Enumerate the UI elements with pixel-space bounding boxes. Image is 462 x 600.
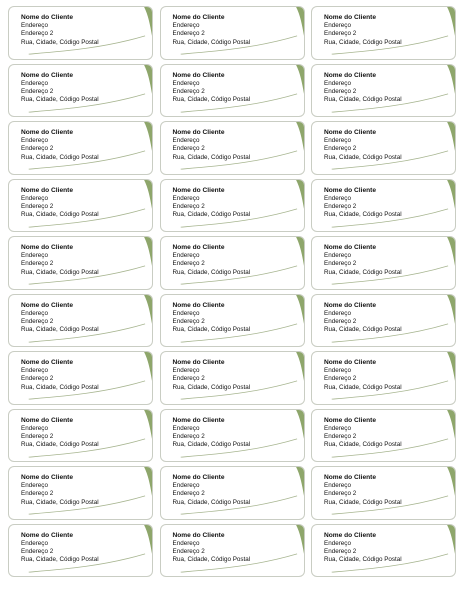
address-line-1: Endereço (324, 309, 351, 317)
address-line-1: Endereço (21, 482, 48, 490)
address-block (173, 244, 251, 277)
address-line-1: Endereço (172, 424, 200, 432)
city-postal-line: Rua, Cidade, Código Postal (172, 211, 251, 219)
address-label[interactable] (8, 236, 153, 290)
address-block (21, 14, 99, 47)
address-line-2: Endereço 2 (21, 30, 54, 38)
address-line-2: Endereço 2 (324, 490, 357, 498)
address-block (21, 417, 99, 450)
city-postal-line: Rua, Cidade, Código Postal (324, 556, 402, 564)
address-label[interactable] (160, 121, 305, 175)
city-postal-line: Rua, Cidade, Código Postal (21, 268, 99, 276)
address-label[interactable] (160, 294, 305, 348)
customer-name: Nome do Cliente (172, 71, 225, 79)
address-block (324, 14, 402, 47)
customer-name: Nome do Cliente (21, 71, 74, 79)
address-line-1: Endereço (324, 252, 351, 260)
address-label[interactable] (8, 179, 153, 233)
city-postal-line: Rua, Cidade, Código Postal (21, 383, 99, 391)
address-block (173, 474, 251, 507)
address-line-2: Endereço 2 (21, 432, 54, 440)
address-line-2: Endereço 2 (324, 202, 357, 210)
address-block (173, 532, 251, 565)
address-line-2: Endereço 2 (21, 547, 54, 555)
address-label[interactable] (160, 351, 305, 405)
customer-name: Nome do Cliente (21, 359, 74, 366)
customer-name: Nome do Cliente (21, 531, 74, 539)
city-postal-line: Rua, Cidade, Código Postal (172, 268, 251, 276)
city-postal-line: Rua, Cidade, Código Postal (21, 441, 99, 449)
address-line-1: Endereço (172, 194, 200, 202)
address-block (21, 302, 99, 335)
customer-name: Nome do Cliente (324, 531, 377, 539)
address-block (173, 72, 251, 105)
customer-name: Nome do Cliente (172, 244, 225, 251)
address-label[interactable] (8, 64, 153, 118)
customer-name: Nome do Cliente (172, 14, 225, 21)
customer-name: Nome do Cliente (172, 186, 225, 194)
address-block (21, 187, 99, 220)
address-line-2: Endereço 2 (172, 202, 205, 210)
customer-name: Nome do Cliente (172, 416, 225, 424)
customer-name: Nome do Cliente (324, 359, 377, 366)
address-block (324, 129, 402, 162)
address-line-1: Endereço (172, 252, 200, 260)
customer-name: Nome do Cliente (324, 474, 377, 481)
customer-name: Nome do Cliente (21, 301, 74, 309)
city-postal-line: Rua, Cidade, Código Postal (324, 326, 402, 334)
address-line-2: Endereço 2 (172, 432, 205, 440)
address-line-2: Endereço 2 (324, 30, 357, 38)
city-postal-line: Rua, Cidade, Código Postal (172, 441, 251, 449)
city-postal-line: Rua, Cidade, Código Postal (21, 556, 99, 564)
address-label[interactable] (160, 64, 305, 118)
address-block (324, 359, 402, 392)
address-label[interactable] (160, 524, 305, 578)
address-line-2: Endereço 2 (21, 260, 54, 268)
city-postal-line: Rua, Cidade, Código Postal (324, 441, 402, 449)
address-block (21, 72, 99, 105)
address-block (324, 417, 402, 450)
city-postal-line: Rua, Cidade, Código Postal (324, 96, 402, 104)
address-line-1: Endereço (21, 137, 48, 145)
address-block (173, 14, 251, 47)
city-postal-line: Rua, Cidade, Código Postal (172, 383, 251, 391)
address-line-2: Endereço 2 (324, 260, 357, 268)
address-line-1: Endereço (324, 22, 351, 30)
address-label[interactable] (8, 466, 153, 520)
address-line-1: Endereço (324, 482, 351, 490)
city-postal-line: Rua, Cidade, Código Postal (172, 326, 251, 334)
city-postal-line: Rua, Cidade, Código Postal (324, 268, 402, 276)
city-postal-line: Rua, Cidade, Código Postal (172, 38, 251, 46)
address-label[interactable] (160, 409, 305, 463)
address-label[interactable] (311, 64, 456, 118)
customer-name: Nome do Cliente (21, 474, 74, 481)
address-line-2: Endereço 2 (324, 375, 357, 383)
city-postal-line: Rua, Cidade, Código Postal (324, 498, 402, 506)
address-line-1: Endereço (172, 539, 200, 547)
city-postal-line: Rua, Cidade, Código Postal (21, 326, 99, 334)
address-line-2: Endereço 2 (21, 317, 54, 325)
address-block (173, 302, 251, 335)
address-label[interactable] (160, 179, 305, 233)
address-label[interactable] (8, 294, 153, 348)
customer-name: Nome do Cliente (172, 531, 225, 539)
address-line-2: Endereço 2 (172, 490, 205, 498)
address-line-1: Endereço (172, 22, 200, 30)
city-postal-line: Rua, Cidade, Código Postal (172, 96, 251, 104)
address-line-1: Endereço (21, 309, 48, 317)
address-label[interactable] (311, 466, 456, 520)
address-line-1: Endereço (324, 194, 351, 202)
city-postal-line: Rua, Cidade, Código Postal (324, 153, 402, 161)
address-line-1: Endereço (172, 137, 200, 145)
address-line-2: Endereço 2 (324, 547, 357, 555)
address-label[interactable] (311, 179, 456, 233)
address-block (21, 129, 99, 162)
customer-name: Nome do Cliente (324, 244, 377, 251)
label-sheet (8, 6, 456, 594)
customer-name: Nome do Cliente (172, 359, 225, 366)
address-line-2: Endereço 2 (172, 547, 205, 555)
city-postal-line: Rua, Cidade, Código Postal (172, 556, 251, 564)
address-block (173, 187, 251, 220)
address-line-1: Endereço (21, 252, 48, 260)
address-block (324, 532, 402, 565)
customer-name: Nome do Cliente (324, 71, 377, 79)
address-label[interactable] (160, 6, 305, 60)
address-label[interactable] (8, 409, 153, 463)
address-label[interactable] (8, 6, 153, 60)
address-line-2: Endereço 2 (172, 145, 205, 153)
address-line-1: Endereço (21, 22, 48, 30)
customer-name: Nome do Cliente (21, 186, 74, 194)
city-postal-line: Rua, Cidade, Código Postal (21, 38, 99, 46)
city-postal-line: Rua, Cidade, Código Postal (324, 211, 402, 219)
address-line-1: Endereço (324, 539, 351, 547)
customer-name: Nome do Cliente (324, 416, 377, 424)
address-label[interactable] (311, 294, 456, 348)
customer-name: Nome do Cliente (324, 301, 377, 309)
address-line-1: Endereço (21, 424, 48, 432)
address-label[interactable] (311, 6, 456, 60)
address-label[interactable] (311, 351, 456, 405)
city-postal-line: Rua, Cidade, Código Postal (21, 498, 99, 506)
city-postal-line: Rua, Cidade, Código Postal (172, 498, 251, 506)
address-block (21, 474, 99, 507)
address-line-1: Endereço (324, 367, 351, 375)
address-line-1: Endereço (172, 367, 200, 375)
address-line-2: Endereço 2 (21, 490, 54, 498)
address-label[interactable] (160, 466, 305, 520)
address-line-2: Endereço 2 (324, 145, 357, 153)
address-label[interactable] (8, 121, 153, 175)
address-block (324, 187, 402, 220)
address-line-1: Endereço (324, 424, 351, 432)
address-line-1: Endereço (21, 194, 48, 202)
address-block (21, 244, 99, 277)
address-line-2: Endereço 2 (21, 87, 54, 95)
address-label[interactable] (311, 524, 456, 578)
address-line-2: Endereço 2 (172, 30, 205, 38)
address-line-2: Endereço 2 (172, 260, 205, 268)
city-postal-line: Rua, Cidade, Código Postal (324, 38, 402, 46)
address-line-2: Endereço 2 (324, 317, 357, 325)
customer-name: Nome do Cliente (21, 416, 74, 424)
address-line-1: Endereço (21, 539, 48, 547)
address-line-1: Endereço (324, 137, 351, 145)
address-block (21, 532, 99, 565)
customer-name: Nome do Cliente (324, 14, 377, 21)
address-block (324, 244, 402, 277)
address-label[interactable] (8, 351, 153, 405)
customer-name: Nome do Cliente (324, 186, 377, 194)
city-postal-line: Rua, Cidade, Código Postal (21, 153, 99, 161)
customer-name: Nome do Cliente (21, 129, 74, 136)
address-block (21, 359, 99, 392)
customer-name: Nome do Cliente (324, 129, 377, 136)
address-label[interactable] (311, 121, 456, 175)
address-line-2: Endereço 2 (21, 375, 54, 383)
address-line-2: Endereço 2 (21, 145, 54, 153)
city-postal-line: Rua, Cidade, Código Postal (21, 96, 99, 104)
city-postal-line: Rua, Cidade, Código Postal (324, 383, 402, 391)
address-line-2: Endereço 2 (324, 87, 357, 95)
address-block (324, 302, 402, 335)
address-line-2: Endereço 2 (324, 432, 357, 440)
address-line-2: Endereço 2 (21, 202, 54, 210)
address-line-2: Endereço 2 (172, 317, 205, 325)
address-block (173, 129, 251, 162)
address-block (324, 474, 402, 507)
customer-name: Nome do Cliente (172, 301, 225, 309)
address-block (173, 417, 251, 450)
address-block (324, 72, 402, 105)
address-line-1: Endereço (172, 309, 200, 317)
customer-name: Nome do Cliente (172, 474, 225, 481)
address-label[interactable] (311, 409, 456, 463)
address-line-1: Endereço (21, 367, 48, 375)
address-label[interactable] (160, 236, 305, 290)
city-postal-line: Rua, Cidade, Código Postal (172, 153, 251, 161)
address-block (173, 359, 251, 392)
address-line-2: Endereço 2 (172, 375, 205, 383)
address-line-1: Endereço (21, 79, 48, 87)
address-line-1: Endereço (172, 482, 200, 490)
address-line-1: Endereço (172, 79, 200, 87)
address-label[interactable] (311, 236, 456, 290)
customer-name: Nome do Cliente (172, 129, 225, 136)
address-line-2: Endereço 2 (172, 87, 205, 95)
address-line-1: Endereço (324, 79, 351, 87)
customer-name: Nome do Cliente (21, 244, 74, 251)
city-postal-line: Rua, Cidade, Código Postal (21, 211, 99, 219)
address-label[interactable] (8, 524, 153, 578)
customer-name: Nome do Cliente (21, 14, 74, 21)
